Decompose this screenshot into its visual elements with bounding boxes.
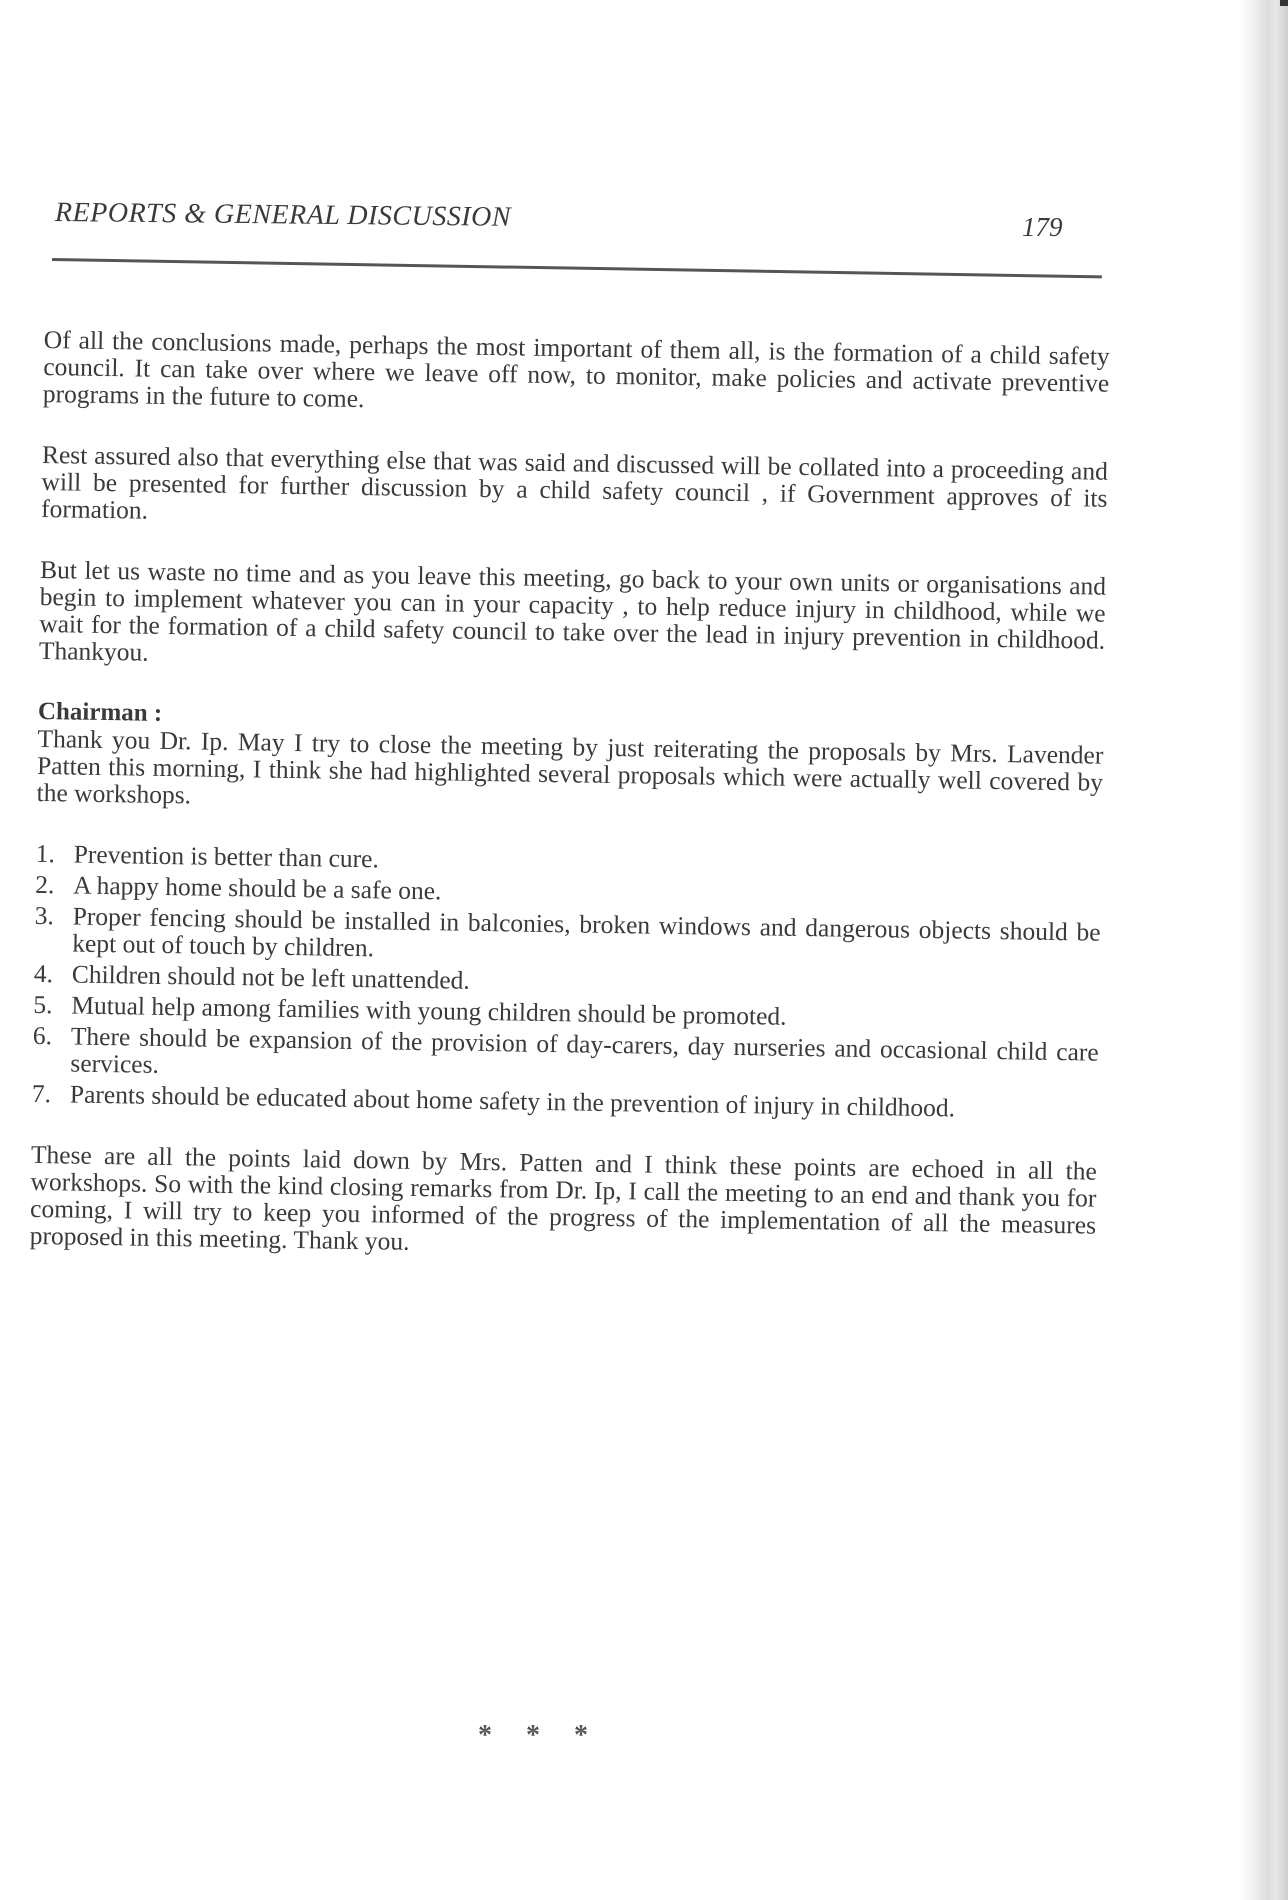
paragraph-chairman-closing: These are all the points laid down by Mrs. Patten and I think these points are echoed in all the workshops. So with the kind closing remarks from Dr. Ip, I call the meeting to an end and thank you for coming, I will try to keep you informed of the progress of the implementation of all the measures proposed in this meeting. Thank you.: [29, 1139, 1098, 1256]
paragraph-call-to-action: But let us waste no time and as you leave this meeting, go back to your own units or organisations and begin to implement whatever you can in your capacity , to help reduce injury in childhood, while we wait for the formation of a child safety council to take over the lead in injury prevention in childhood. Thankyou.: [38, 554, 1107, 667]
list-item-number: 1.: [35, 838, 56, 869]
list-item-text: Proper fencing should be installed in balconies, broken windows and dangerous objects should be kept out of touch by children.: [72, 901, 1101, 963]
list-item-text: Children should not be left unattended.: [71, 959, 471, 995]
running-head: REPORTS & GENERAL DISCUSSION: [54, 197, 512, 233]
proposals-list: [32, 840, 1102, 1124]
list-item-number: 4.: [33, 958, 54, 989]
speaker-label: Chairman :: [37, 697, 163, 727]
header-rule: [52, 258, 1102, 278]
list-item-number: 7.: [31, 1078, 52, 1109]
paragraph-conclusions: Of all the conclusions made, perhaps the most important of them all, is the formation of a child safety council. It can take over where we leave off now, to monitor, make policies and activate preventive programs in the future to come.: [42, 325, 1110, 414]
section-separator: ***: [478, 1720, 622, 1751]
list-item-text: There should be expansion of the provision of day-carers, day nurseries and occasional child care services.: [70, 1021, 1099, 1079]
page-number: 179: [1022, 212, 1063, 242]
list-item-number: 5.: [33, 989, 53, 1020]
list-item-number: 2.: [34, 869, 55, 900]
list-item-text: A happy home should be a safe one.: [72, 870, 442, 906]
paragraph-chairman-intro: Thank you Dr. Ip. May I try to close the meeting by just reiterating the proposals by Mrs. Lavender Patten this morning, I think she had highlighted several proposals which were actually well covered by the workshops.: [36, 723, 1104, 810]
list-item-number: 3.: [34, 900, 55, 931]
paragraph-proceedings: Rest assured also that everything else that was said and discussed will be collated into a proceeding and will be presented for further discussion by a child safety council , if Government approves of its formation.: [40, 439, 1109, 525]
page-corner-mark: [1280, 0, 1288, 6]
page-binding-shadow: [1238, 0, 1288, 1900]
list-item-text: Prevention is better than cure.: [73, 839, 380, 874]
list-item-number: 6.: [32, 1020, 53, 1051]
list-item-text: Mutual help among families with young children should be promoted.: [71, 990, 787, 1031]
list-item-text: Parents should be educated about home safety in the prevention of injury in childhood.: [69, 1079, 956, 1123]
page-body: [29, 326, 1110, 1300]
